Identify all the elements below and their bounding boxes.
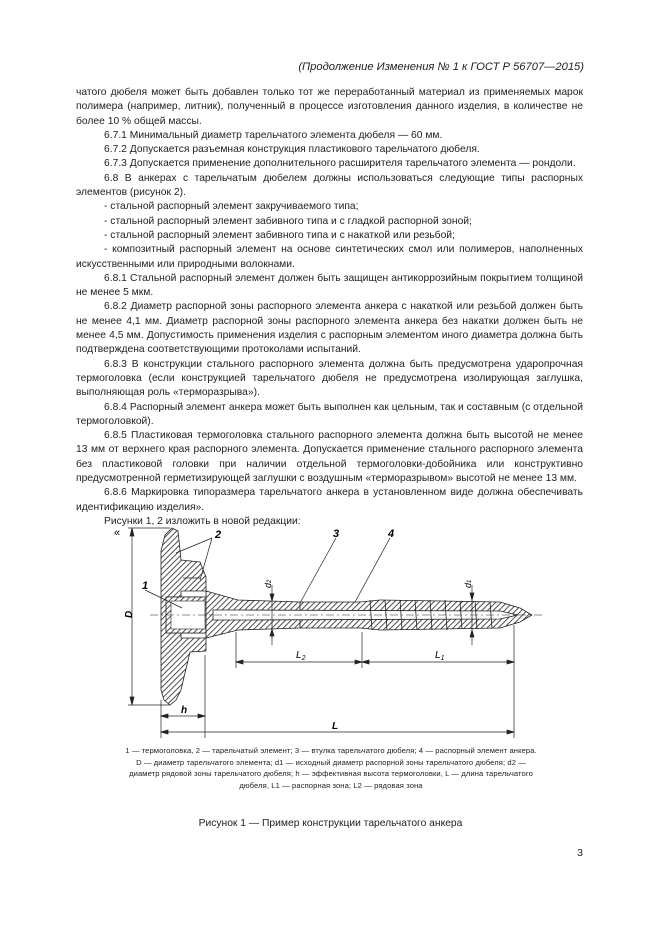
label-1: 1	[142, 580, 149, 592]
label-D: D	[124, 610, 135, 618]
figure-caption: 1 — термоголовка, 2 — тарельчатый элемент; 3 — втулка тарельчатого дюбеля; 4 — распорный элемент анкера. D — диаметр тарельчатого элемента; d1 — исходный диаметр распорной зоны тарельчатого дюбеля; d2 — диаметр рядовой зоны тарельчатого дюбеля; h — эффективная высота термоголовки, L — длина тарельчатого дюбеля, L1 — распорная зона; L2 — рядовая зона	[125, 746, 537, 790]
label-4: 4	[388, 528, 395, 540]
list-item: - стальной распорный элемент забивного типа и с гладкой распорной зоной;	[104, 215, 472, 227]
opening-quote: «	[114, 527, 121, 539]
paragraph: 6.7.2 Допускается разъемная конструкция пластикового тарельчатого дюбеля.	[104, 144, 480, 156]
page-header: (Продолжение Изменения № 1 к ГОСТ Р 56707—2015)	[298, 61, 584, 73]
label-L1: $L_1$	[435, 650, 445, 662]
paragraph: 6.8.6 Маркировка типоразмера тарельчатого анкера в установленном виде должна обеспечивать идентификацию изделия».	[76, 487, 583, 513]
paragraph: чатого дюбеля может быть добавлен только тот же переработанный материал из применяемых марок полимера (например, литник), полученный в процессе изготовления данного изделия, в количестве не более 10 % общей массы.	[76, 87, 583, 127]
page-number: 3	[577, 847, 583, 859]
paragraph: 6.7.3 Допускается применение дополнительного расширителя тарельчатого элемента — рондоли.	[104, 158, 576, 170]
paragraph: 6.8.5 Пластиковая термоголовка стального распорного элемента должна быть высотой не менее 13 мм от верхнего края распорного элемента. Допускается применение стального распорного элемента без пластиковой головки при наличии отдельной термоголовки-добойника или конструктивно предусмотренной герметизирующей заглушки с воздушным «терморазрывом» высотой не менее 13 мм.	[76, 430, 583, 485]
paragraph: 6.8.1 Стальной распорный элемент должен быть защищен антикоррозийным покрытием толщиной не менее 5 мкм.	[76, 272, 583, 299]
label-d1: d1	[463, 579, 473, 588]
list-item: - композитный распорный элемент на основе синтетических смол или полимеров, наполненных искусственными или природными волокнами.	[76, 244, 583, 270]
paragraph: 6.8 В анкерах с тарельчатым дюбелем должны использоваться следующие типы распорных элементов (рисунок 2).	[76, 172, 583, 199]
figure-title: Рисунок 1 — Пример конструкции тарельчатого анкера	[198, 818, 463, 829]
label-h: h	[181, 705, 188, 716]
list-item: - стальной распорный элемент забивного типа и с накаткой или резьбой;	[104, 229, 455, 241]
list-item: - стальной распорный элемент закручиваемого типа;	[104, 201, 359, 213]
paragraph: Рисунки 1, 2 изложить в новой редакции:	[104, 515, 301, 527]
label-3: 3	[333, 528, 340, 540]
label-L: L	[332, 721, 339, 732]
paragraph: 6.7.1 Минимальный диаметр тарельчатого элемента дюбеля — 60 мм.	[104, 129, 443, 141]
paragraph: 6.8.2 Диаметр распорной зоны распорного элемента анкера с накаткой или резьбой должен быть не менее 4,1 мм. Диаметр распорной зоны распорного элемента анкера без накатки должен быть не менее 4,5 мм. Допустимость применения изделия с распорным элементом иного диаметра должна быть подтверждена соответствующими протоколами испытаний.	[76, 301, 583, 356]
paragraph: 6.8.3 В конструкции стального распорного элемента должна быть предусмотрена ударопрочная термоголовка (если конструкцией тарельчатого дюбеля не предусмотрена изолирующая заглушка, выполняющая роль «терморазрыва»).	[76, 358, 583, 399]
label-d2: d2	[263, 579, 273, 588]
label-2: 2	[215, 529, 222, 541]
paragraph: 6.8.4 Распорный элемент анкера может быть выполнен как цельным, так и составным (с отдельной термоголовкой).	[76, 401, 583, 427]
label-L2: $L_2$	[296, 650, 306, 662]
